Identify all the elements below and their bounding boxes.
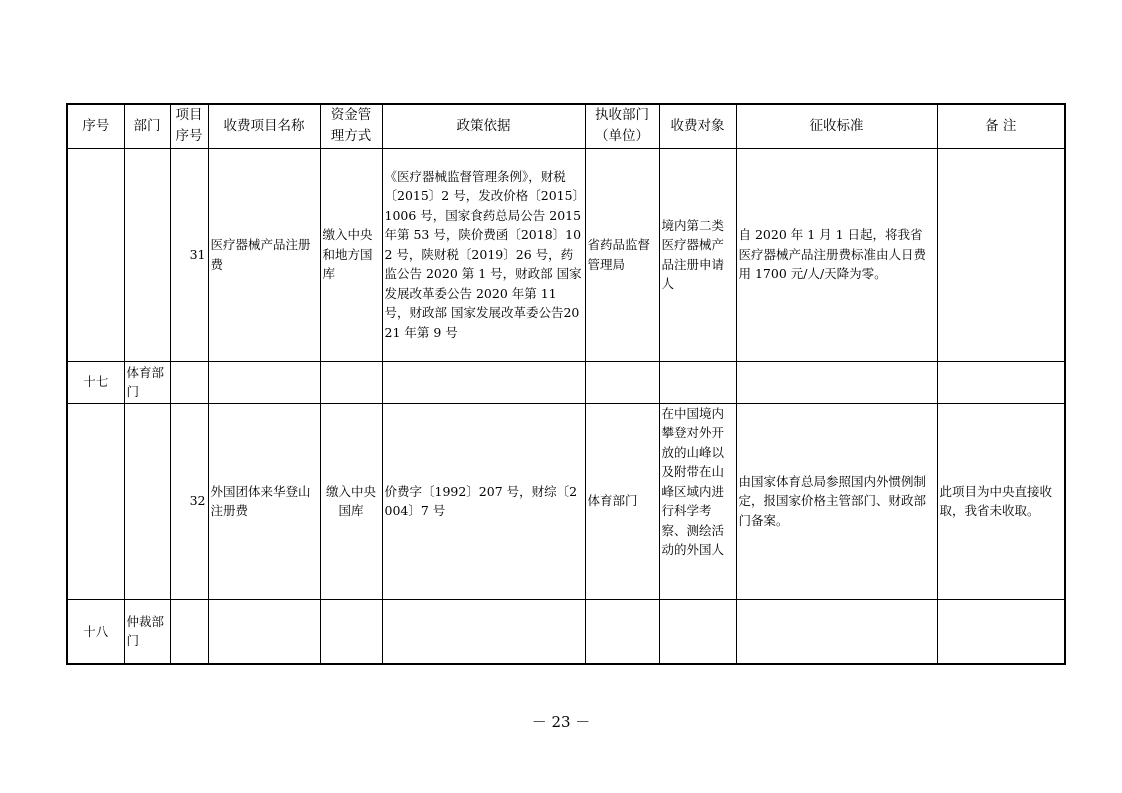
cell-seq: 十八: [67, 599, 124, 664]
page-number: － 23 －: [531, 713, 591, 731]
cell-remark: [937, 599, 1065, 664]
cell-remark: 此项目为中央直接收取，我省未收取。: [937, 403, 1065, 599]
cell-fund-mgmt: [320, 599, 382, 664]
table-row: [67, 148, 1065, 361]
cell-standard: [736, 361, 937, 403]
cell-collector: 体育部门: [585, 403, 659, 599]
cell-fund-mgmt: [320, 361, 382, 403]
cell-dept: [124, 148, 170, 361]
cell-policy: [382, 361, 585, 403]
cell-item-name: [208, 599, 320, 664]
cell-remark: [937, 148, 1065, 361]
cell-policy: 《医疗器械监督管理条例》，财税〔2015〕2 号，发改价格〔2015〕1006 号，国家食药总局公告 2015 年第 53 号，陕价费函〔2018〕102 号，陕财税〔2019〕26 号，药监公告 2020 第 1 号，财政部 国家发展改革委公告 2020 年第 11 号，财政部 国家发展改革委公告2021 年第 9 号: [382, 148, 585, 361]
header-seq: 序号: [67, 104, 124, 148]
cell-payer: 在中国境内攀登对外开放的山峰以及附带在山峰区域内进行科学考察、测绘活动的外国人: [659, 403, 736, 599]
cell-item-name: 医疗器械产品注册费: [208, 148, 320, 361]
cell-standard: 由国家体育总局参照国内外惯例制定，报国家价格主管部门、财政部门备案。: [736, 403, 937, 599]
table-row: [67, 599, 1065, 664]
header-item-name: 收费项目名称: [208, 104, 320, 148]
cell-seq: [67, 403, 124, 599]
cell-payer: [659, 361, 736, 403]
cell-seq: 十七: [67, 361, 124, 403]
cell-dept: [124, 403, 170, 599]
cell-item-name: 外国团体来华登山注册费: [208, 403, 320, 599]
cell-item-no: 31: [170, 148, 208, 361]
cell-policy: 价费字〔1992〕207 号，财综〔2004〕7 号: [382, 403, 585, 599]
header-dept: 部门: [124, 104, 170, 148]
cell-collector: 省药品监督管理局: [585, 148, 659, 361]
cell-item-no: [170, 599, 208, 664]
header-payer: 收费对象: [659, 104, 736, 148]
cell-seq: [67, 148, 124, 361]
cell-item-no: 32: [170, 403, 208, 599]
cell-fund-mgmt: 缴入中央国库: [320, 403, 382, 599]
header-collector: 执收部门 （单位）: [585, 104, 659, 148]
header-standard: 征收标准: [736, 104, 937, 148]
cell-remark: [937, 361, 1065, 403]
cell-item-no: [170, 361, 208, 403]
cell-item-name: [208, 361, 320, 403]
cell-policy: [382, 599, 585, 664]
cell-payer: 境内第二类医疗器械产品注册申请人: [659, 148, 736, 361]
cell-dept: 体育部门: [124, 361, 170, 403]
header-remark: 备 注: [937, 104, 1065, 148]
fee-table: [66, 103, 1066, 665]
cell-collector: [585, 361, 659, 403]
table-row: [67, 361, 1065, 403]
header-row: [67, 104, 1065, 148]
cell-dept: 仲裁部门: [124, 599, 170, 664]
cell-collector: [585, 599, 659, 664]
cell-fund-mgmt: 缴入中央和地方国库: [320, 148, 382, 361]
cell-standard: 自 2020 年 1 月 1 日起，将我省医疗器械产品注册费标准由人日费用 1700 元/人/天降为零。: [736, 148, 937, 361]
table-row: [67, 403, 1065, 599]
header-fund-mgmt: 资金管 理方式: [320, 104, 382, 148]
cell-standard: [736, 599, 937, 664]
cell-payer: [659, 599, 736, 664]
header-policy: 政策依据: [382, 104, 585, 148]
header-item-no: 项目 序号: [170, 104, 208, 148]
